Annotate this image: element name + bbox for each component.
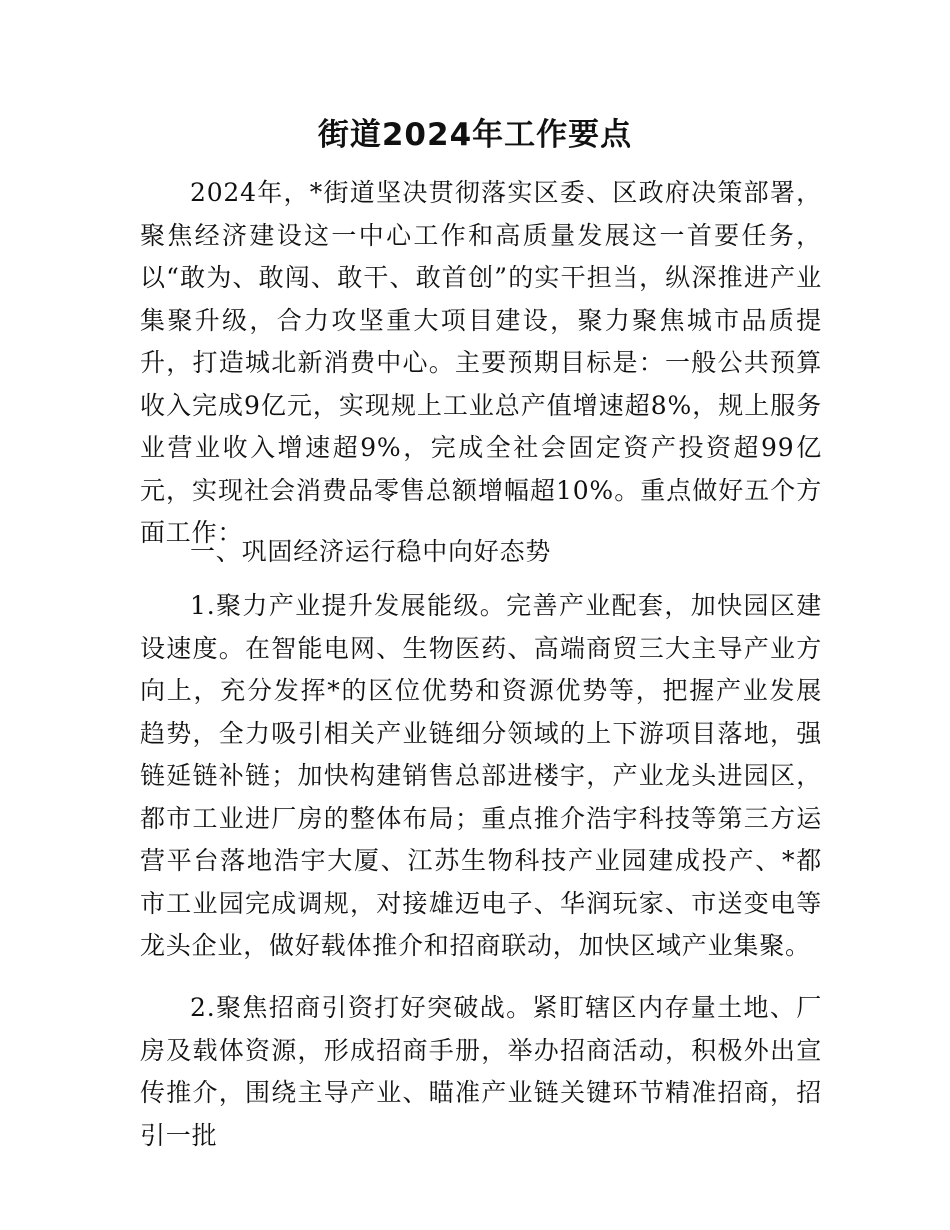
section-heading-1: 一、巩固经济运行稳中向好态势 (190, 537, 552, 566)
intro-paragraph: 2024年，*街道坚决贯彻落实区委、区政府决策部署，聚焦经济建设这一中心工作和高质量发展这一首要任务，以“敢为、敢闯、敢干、敢首创”的实干担当，纵深推进产业集聚升级，合力攻坚重大项目建设，聚力聚焦城市品质提升，打造城北新消费中心。主要预期目标是：一般公共预算收入完成9亿元，实现规上工业总产值增速超8%，规上服务业营业收入增速超9%，完成全社会固定资产投资超99亿元，实现社会消费品零售总额增幅超10%。重点做好五个方面工作： (140, 178, 822, 547)
item-2-paragraph: 2.聚焦招商引资打好突破战。紧盯辖区内存量土地、厂房及载体资源，形成招商手册，举办招商活动，积极外出宣传推介，围绕主导产业、瞄准产业链关键环节精准招商，招引一批 (140, 993, 822, 1150)
item-1-paragraph: 1.聚力产业提升发展能级。完善产业配套，加快园区建设速度。在智能电网、生物医药、高端商贸三大主导产业方向上，充分发挥*的区位优势和资源优势等，把握产业发展趋势，全力吸引相关产业链细分领域的上下游项目落地，强链延链补链；加快构建销售总部进楼宇，产业龙头进园区，都市工业进厂房的整体布局；重点推介浩宇科技等第三方运营平台落地浩宇大厦、江苏生物科技产业园建成投产、*都市工业园完成调规，对接雄迈电子、华润玩家、市送变电等龙头企业，做好载体推介和招商联动，加快区域产业集聚。 (140, 591, 822, 960)
document-title: 街道2024年工作要点 (317, 117, 633, 153)
